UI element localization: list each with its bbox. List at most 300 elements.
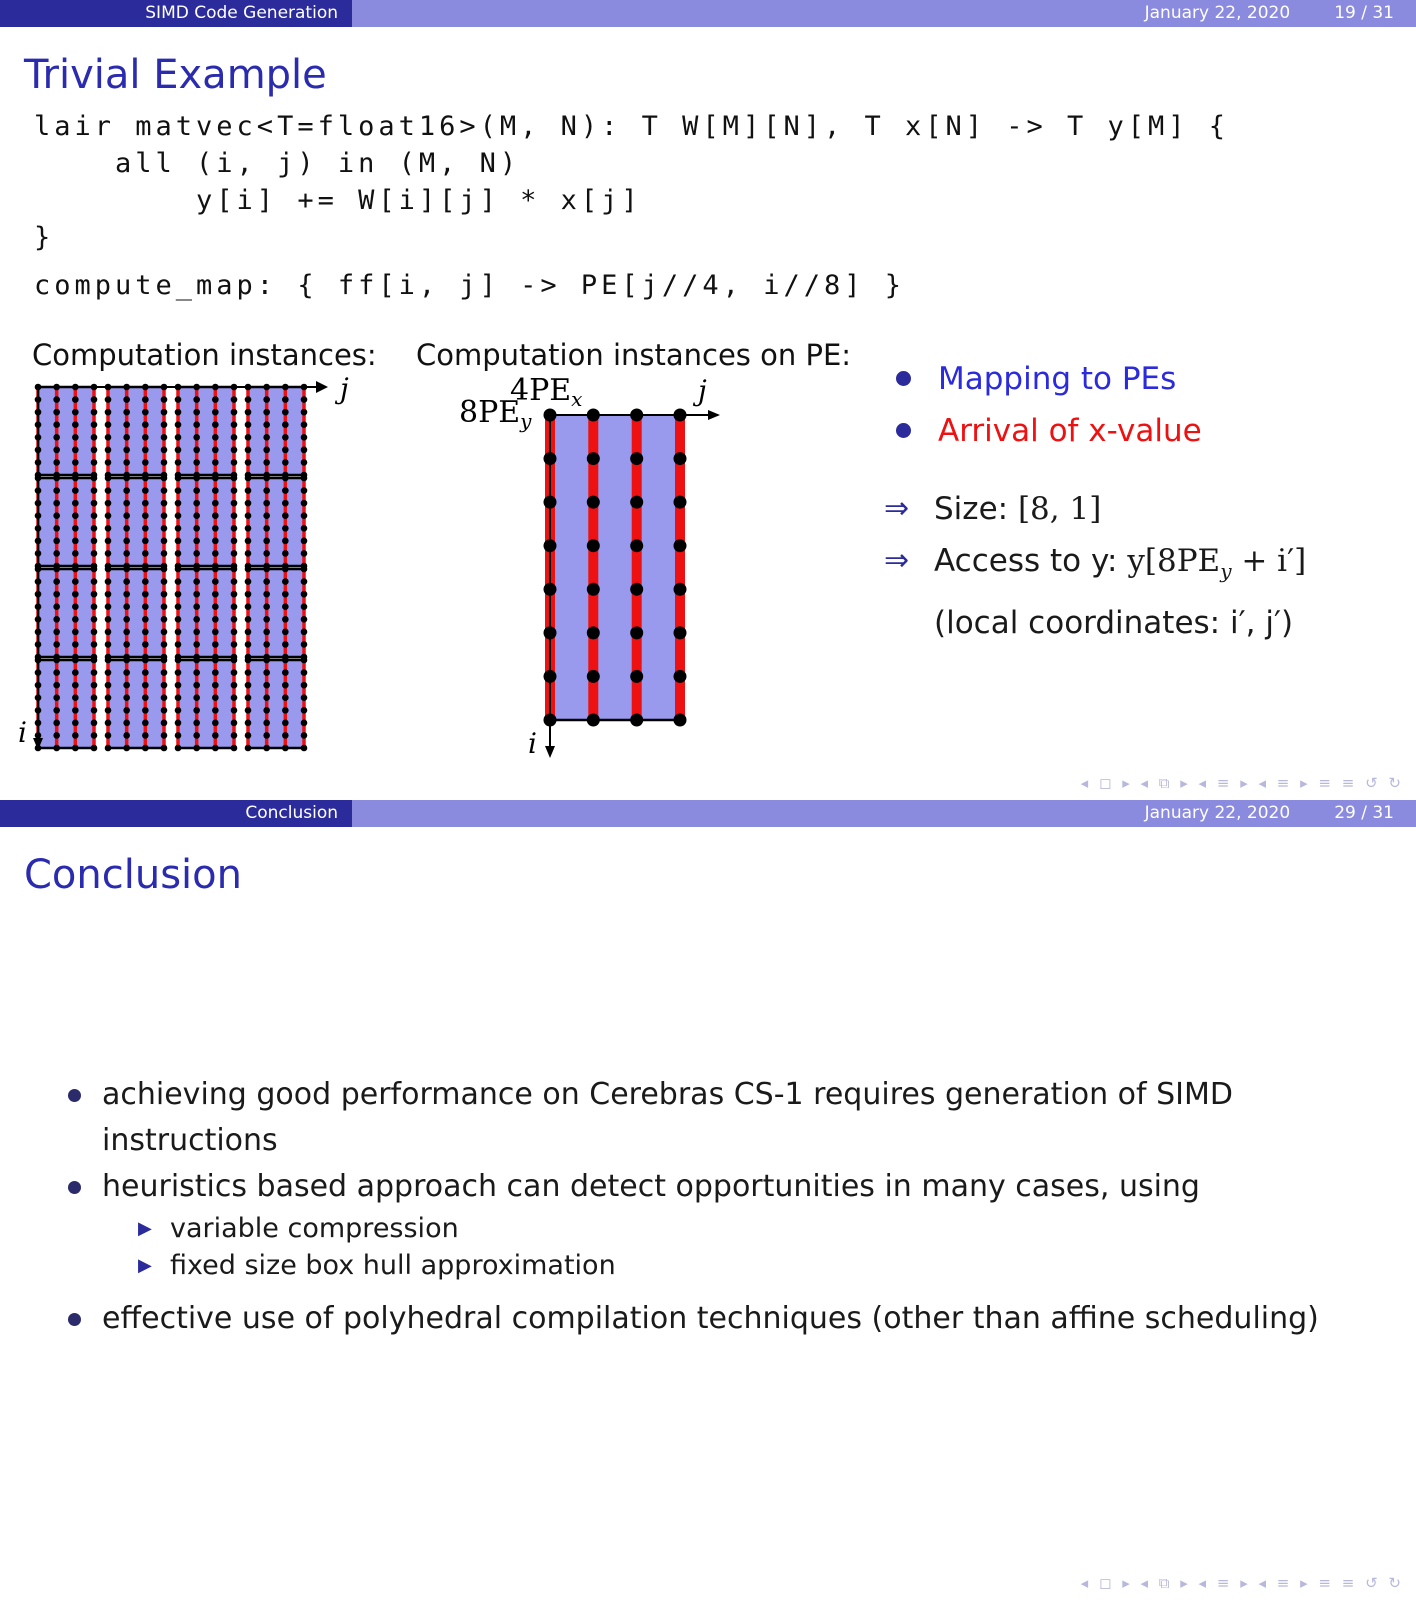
instance-dot bbox=[245, 616, 252, 623]
instance-dot bbox=[123, 566, 130, 573]
instance-dot bbox=[175, 745, 182, 752]
code-line: } bbox=[34, 222, 55, 253]
instance-dot bbox=[212, 550, 219, 557]
instance-dot bbox=[630, 409, 643, 422]
pe-cell bbox=[38, 478, 94, 566]
instance-dot bbox=[142, 550, 149, 557]
instance-dot bbox=[193, 566, 200, 573]
instance-dot bbox=[123, 538, 130, 545]
instance-dot bbox=[193, 616, 200, 623]
instance-dot bbox=[263, 550, 270, 557]
instance-dot bbox=[263, 707, 270, 714]
instance-dot bbox=[175, 409, 182, 416]
instance-dot bbox=[175, 682, 182, 689]
instance-dot bbox=[53, 525, 60, 532]
instance-dot bbox=[53, 591, 60, 598]
instance-dot bbox=[161, 745, 168, 752]
instance-dot bbox=[142, 591, 149, 598]
instance-dot bbox=[123, 629, 130, 636]
instance-dot bbox=[301, 396, 308, 403]
instance-dot bbox=[105, 603, 112, 610]
instance-dot bbox=[231, 603, 238, 610]
instance-dot bbox=[72, 459, 79, 466]
instance-dot bbox=[212, 396, 219, 403]
instance-dot bbox=[193, 487, 200, 494]
instance-dot bbox=[72, 657, 79, 664]
instance-dot bbox=[630, 670, 643, 683]
instance-dot bbox=[282, 657, 289, 664]
instance-dot bbox=[231, 525, 238, 532]
instance-dot bbox=[630, 452, 643, 465]
instance-dot bbox=[245, 669, 252, 676]
instance-dot bbox=[105, 682, 112, 689]
pe-i-arrowhead bbox=[545, 746, 555, 758]
instance-dot bbox=[161, 538, 168, 545]
instance-dot bbox=[231, 459, 238, 466]
instance-dot bbox=[263, 745, 270, 752]
instance-dot bbox=[193, 447, 200, 454]
instance-dot bbox=[161, 525, 168, 532]
instance-dot bbox=[123, 720, 130, 727]
instance-dot bbox=[587, 626, 600, 639]
instance-dot bbox=[245, 732, 252, 739]
instance-dot bbox=[301, 682, 308, 689]
instance-dot bbox=[282, 694, 289, 701]
instance-dot bbox=[301, 603, 308, 610]
instance-dot bbox=[105, 720, 112, 727]
conclusion-item bbox=[68, 1072, 1416, 1164]
instance-dot bbox=[105, 641, 112, 648]
instance-dot bbox=[282, 447, 289, 454]
triangle-bullet-icon: ▶ bbox=[138, 1218, 152, 1239]
pe-cell bbox=[178, 569, 234, 657]
instance-dot bbox=[282, 616, 289, 623]
bullet-dot bbox=[896, 371, 911, 386]
instance-dot bbox=[193, 707, 200, 714]
instance-dot bbox=[53, 566, 60, 573]
instance-dot bbox=[301, 434, 308, 441]
instance-dot bbox=[91, 682, 98, 689]
instance-dot bbox=[72, 447, 79, 454]
instance-dot bbox=[301, 475, 308, 482]
instance-dot bbox=[263, 629, 270, 636]
instance-dot bbox=[301, 500, 308, 507]
instance-dot bbox=[212, 629, 219, 636]
instance-dot bbox=[175, 603, 182, 610]
instance-dot bbox=[91, 538, 98, 545]
instance-dot bbox=[53, 616, 60, 623]
instance-dot bbox=[231, 657, 238, 664]
instance-dot bbox=[630, 583, 643, 596]
instance-dot bbox=[175, 694, 182, 701]
instance-dot bbox=[212, 434, 219, 441]
instance-dot bbox=[105, 475, 112, 482]
instance-dot bbox=[193, 682, 200, 689]
instance-dot bbox=[142, 459, 149, 466]
instance-dot bbox=[161, 550, 168, 557]
instance-dot bbox=[142, 475, 149, 482]
instance-dot bbox=[193, 657, 200, 664]
instance-dot bbox=[212, 591, 219, 598]
instance-dot bbox=[161, 707, 168, 714]
code-line: all (i, j) in (M, N) bbox=[34, 148, 521, 179]
instance-dot bbox=[245, 707, 252, 714]
instance-dot bbox=[245, 409, 252, 416]
instance-dot bbox=[53, 745, 60, 752]
instance-dot bbox=[301, 459, 308, 466]
page-number: 19 / 31 bbox=[1334, 3, 1394, 23]
instance-dot bbox=[123, 487, 130, 494]
instance-dot bbox=[212, 525, 219, 532]
instance-dot bbox=[91, 745, 98, 752]
instance-dot bbox=[105, 616, 112, 623]
instance-dot bbox=[245, 682, 252, 689]
instance-dot bbox=[193, 512, 200, 519]
j-axis-arrowhead bbox=[316, 381, 328, 393]
instance-dot bbox=[161, 396, 168, 403]
instance-dot bbox=[231, 694, 238, 701]
instance-dot bbox=[161, 657, 168, 664]
instance-dot bbox=[231, 550, 238, 557]
instance-dot bbox=[123, 500, 130, 507]
sub-item-text: fixed size box hull approximation bbox=[170, 1250, 616, 1281]
instance-dot bbox=[72, 682, 79, 689]
instance-dot bbox=[91, 550, 98, 557]
i-axis-label: i bbox=[18, 716, 27, 749]
triangle-bullet-icon: ▶ bbox=[138, 1255, 152, 1276]
instance-dot bbox=[301, 447, 308, 454]
pe-i-label: i bbox=[528, 727, 537, 760]
instance-dot bbox=[123, 669, 130, 676]
label-instances-on-pe: Computation instances on PE: bbox=[416, 338, 852, 372]
instance-dot bbox=[175, 550, 182, 557]
instance-dot bbox=[263, 578, 270, 585]
instance-dot bbox=[142, 447, 149, 454]
instance-dot bbox=[674, 496, 687, 509]
instance-dot bbox=[72, 550, 79, 557]
instance-dot bbox=[142, 421, 149, 428]
pe-cell bbox=[178, 478, 234, 566]
instance-dot bbox=[91, 525, 98, 532]
instance-dot bbox=[544, 670, 557, 683]
instance-dot bbox=[123, 616, 130, 623]
pe-cell bbox=[108, 387, 164, 475]
instance-dot bbox=[175, 707, 182, 714]
instance-dot bbox=[587, 496, 600, 509]
instance-dot bbox=[123, 591, 130, 598]
instance-dot bbox=[245, 591, 252, 598]
instance-dot bbox=[175, 421, 182, 428]
sub-item bbox=[68, 1210, 1416, 1247]
instance-dot bbox=[263, 603, 270, 610]
instance-dot bbox=[282, 707, 289, 714]
instance-dot bbox=[231, 578, 238, 585]
instance-dot bbox=[212, 641, 219, 648]
instance-dot bbox=[175, 566, 182, 573]
instance-dot bbox=[193, 694, 200, 701]
instance-dot bbox=[72, 421, 79, 428]
bullet-arrival bbox=[896, 405, 1202, 457]
instance-dot bbox=[72, 603, 79, 610]
instance-dot bbox=[53, 434, 60, 441]
pe-x-offset-label: $4PE_x$ bbox=[510, 373, 583, 411]
instance-dot bbox=[72, 475, 79, 482]
code-line: lair matvec<T=float16>(M, N): T W[M][N], T x[N] -> T y[M] { bbox=[34, 111, 1230, 142]
instance-dot bbox=[161, 487, 168, 494]
instance-dot bbox=[161, 629, 168, 636]
instance-dot bbox=[123, 421, 130, 428]
instance-dot bbox=[282, 459, 289, 466]
instance-dot bbox=[53, 396, 60, 403]
instance-dot bbox=[301, 669, 308, 676]
instance-dot bbox=[212, 720, 219, 727]
instance-dot bbox=[142, 616, 149, 623]
instance-dot bbox=[193, 603, 200, 610]
instance-dot bbox=[212, 603, 219, 610]
instance-dot bbox=[91, 447, 98, 454]
instance-dot bbox=[123, 578, 130, 585]
instance-dot bbox=[193, 421, 200, 428]
instance-dot bbox=[231, 487, 238, 494]
instance-dot bbox=[282, 745, 289, 752]
instance-dot bbox=[301, 525, 308, 532]
instance-dot bbox=[212, 500, 219, 507]
instance-dot bbox=[193, 745, 200, 752]
instance-dot bbox=[212, 578, 219, 585]
compute-map-line: compute_map: { ff[i, j] -> PE[j//4, i//8] } bbox=[34, 270, 905, 301]
instance-dot bbox=[161, 732, 168, 739]
pe-block bbox=[550, 415, 680, 720]
instance-dot bbox=[72, 641, 79, 648]
bullet-text: Mapping to PEs bbox=[938, 361, 1177, 397]
instance-dot bbox=[263, 525, 270, 532]
instance-dot bbox=[161, 578, 168, 585]
instance-dot bbox=[175, 512, 182, 519]
instance-dot bbox=[123, 512, 130, 519]
instance-dot bbox=[142, 487, 149, 494]
instance-dot bbox=[301, 591, 308, 598]
instance-dot bbox=[91, 641, 98, 648]
instance-dot bbox=[161, 409, 168, 416]
instance-dot bbox=[53, 550, 60, 557]
instance-dot bbox=[231, 396, 238, 403]
instance-dot bbox=[142, 641, 149, 648]
implies-arrow: ⇒ bbox=[884, 543, 910, 578]
instance-dot bbox=[301, 616, 308, 623]
instance-dot bbox=[142, 578, 149, 585]
instance-dot bbox=[53, 657, 60, 664]
instance-dot bbox=[72, 745, 79, 752]
instance-dot bbox=[91, 720, 98, 727]
pe-cell bbox=[248, 569, 304, 657]
pe-grid bbox=[35, 384, 308, 752]
instance-dot bbox=[175, 641, 182, 648]
instance-dot bbox=[105, 409, 112, 416]
instance-dot bbox=[263, 641, 270, 648]
instance-dot bbox=[142, 682, 149, 689]
instance-dot bbox=[123, 409, 130, 416]
instance-dot bbox=[263, 487, 270, 494]
sub-item-text: variable compression bbox=[170, 1213, 459, 1244]
instance-dot bbox=[245, 550, 252, 557]
section-title: Conclusion bbox=[0, 800, 352, 827]
instance-dot bbox=[282, 603, 289, 610]
pe-cell bbox=[178, 387, 234, 475]
instance-dot bbox=[123, 694, 130, 701]
instance-dot bbox=[630, 539, 643, 552]
instance-dot bbox=[245, 629, 252, 636]
instance-dot bbox=[301, 566, 308, 573]
instance-dot bbox=[231, 421, 238, 428]
instance-dot bbox=[212, 707, 219, 714]
instance-dot bbox=[105, 566, 112, 573]
instance-dot bbox=[212, 512, 219, 519]
instance-dot bbox=[53, 641, 60, 648]
instance-dot bbox=[175, 538, 182, 545]
instance-dot bbox=[142, 409, 149, 416]
instance-dot bbox=[161, 447, 168, 454]
instance-dot bbox=[282, 409, 289, 416]
instance-dot bbox=[212, 459, 219, 466]
instance-dot bbox=[301, 578, 308, 585]
instance-dot bbox=[212, 669, 219, 676]
instance-dot bbox=[263, 591, 270, 598]
instance-dot bbox=[91, 732, 98, 739]
instance-dot bbox=[231, 500, 238, 507]
instance-dot bbox=[53, 447, 60, 454]
instance-dot bbox=[674, 583, 687, 596]
instance-dot bbox=[142, 732, 149, 739]
bullet-dot bbox=[896, 423, 911, 438]
slide-header bbox=[0, 0, 1416, 27]
instance-dot bbox=[245, 396, 252, 403]
instance-dot bbox=[53, 475, 60, 482]
instance-dot bbox=[245, 512, 252, 519]
instance-dot bbox=[175, 578, 182, 585]
conclusion-item bbox=[68, 1296, 1416, 1342]
instance-dot bbox=[53, 578, 60, 585]
instance-dot bbox=[263, 732, 270, 739]
instance-dot bbox=[193, 641, 200, 648]
local-coordinates: (local coordinates: i′, j′) bbox=[934, 605, 1294, 642]
instance-dot bbox=[193, 500, 200, 507]
instance-dot bbox=[142, 669, 149, 676]
instance-dot bbox=[161, 669, 168, 676]
instance-dot bbox=[193, 459, 200, 466]
instance-dot bbox=[142, 566, 149, 573]
beamer-nav-controls[interactable]: ◂ ◻ ▸ ◂ ⧉ ▸ ◂ ≡ ▸ ◂ ≡ ▸ ≡ ≡ ↺ ↻ bbox=[1080, 1574, 1404, 1592]
instance-dot bbox=[544, 496, 557, 509]
instance-dot bbox=[263, 500, 270, 507]
instance-dot bbox=[161, 459, 168, 466]
instance-dot bbox=[301, 538, 308, 545]
instance-dot bbox=[72, 669, 79, 676]
instance-dot bbox=[282, 396, 289, 403]
instance-dot bbox=[231, 538, 238, 545]
instance-dot bbox=[193, 434, 200, 441]
instance-dot bbox=[282, 475, 289, 482]
instance-dot bbox=[282, 669, 289, 676]
instance-dot bbox=[105, 732, 112, 739]
instance-dot bbox=[245, 500, 252, 507]
pe-j-label: j bbox=[698, 374, 707, 407]
instance-dot bbox=[142, 512, 149, 519]
instance-dot bbox=[212, 657, 219, 664]
bullet-text: effective use of polyhedral compilation techniques (other than affine scheduling) bbox=[102, 1301, 1319, 1336]
instance-dot bbox=[53, 682, 60, 689]
instance-dot bbox=[72, 538, 79, 545]
instance-dot bbox=[123, 525, 130, 532]
instance-dot bbox=[175, 475, 182, 482]
instance-dot bbox=[231, 475, 238, 482]
instance-dot bbox=[72, 591, 79, 598]
instance-dot bbox=[142, 538, 149, 545]
instance-dot bbox=[212, 694, 219, 701]
legend-bullets bbox=[896, 353, 1202, 457]
instance-dot bbox=[91, 603, 98, 610]
single-pe-figure bbox=[450, 370, 770, 770]
instance-dot bbox=[301, 550, 308, 557]
instance-dot bbox=[231, 512, 238, 519]
instance-dot bbox=[72, 409, 79, 416]
pe-cell bbox=[248, 478, 304, 566]
instance-dot bbox=[245, 487, 252, 494]
instance-dot bbox=[245, 603, 252, 610]
instance-dot bbox=[105, 745, 112, 752]
pe-cell bbox=[38, 387, 94, 475]
instance-dot bbox=[123, 732, 130, 739]
bullet-dot bbox=[68, 1181, 81, 1194]
slide-date: January 22, 2020 bbox=[1144, 803, 1291, 823]
instance-dot bbox=[91, 475, 98, 482]
label-computation-instances: Computation instances: bbox=[32, 338, 377, 372]
instance-dot bbox=[212, 566, 219, 573]
instance-dot bbox=[123, 603, 130, 610]
instance-dot bbox=[105, 578, 112, 585]
instance-dot bbox=[245, 538, 252, 545]
instance-dot bbox=[674, 714, 687, 727]
instance-dot bbox=[263, 512, 270, 519]
instance-dot bbox=[72, 500, 79, 507]
instance-dot bbox=[193, 732, 200, 739]
instance-dot bbox=[263, 694, 270, 701]
instance-dot bbox=[212, 447, 219, 454]
instance-dot bbox=[301, 745, 308, 752]
beamer-nav-controls[interactable]: ◂ ◻ ▸ ◂ ⧉ ▸ ◂ ≡ ▸ ◂ ≡ ▸ ≡ ≡ ↺ ↻ bbox=[1080, 774, 1404, 792]
instance-dot bbox=[587, 409, 600, 422]
instance-dot bbox=[175, 487, 182, 494]
instance-dot bbox=[263, 616, 270, 623]
pe-cell bbox=[248, 387, 304, 475]
instance-dot bbox=[231, 566, 238, 573]
instance-dot bbox=[245, 525, 252, 532]
instance-dot bbox=[175, 629, 182, 636]
instance-dot bbox=[301, 707, 308, 714]
instance-dot bbox=[123, 475, 130, 482]
instance-dot bbox=[231, 720, 238, 727]
instance-dot bbox=[123, 459, 130, 466]
instance-dot bbox=[161, 694, 168, 701]
instance-dot bbox=[231, 434, 238, 441]
instance-dot bbox=[53, 707, 60, 714]
instance-dot bbox=[245, 745, 252, 752]
instance-dot bbox=[105, 657, 112, 664]
instance-dot bbox=[301, 421, 308, 428]
instance-dot bbox=[282, 434, 289, 441]
instance-dot bbox=[263, 459, 270, 466]
instance-dot bbox=[193, 720, 200, 727]
instance-dot bbox=[544, 714, 557, 727]
